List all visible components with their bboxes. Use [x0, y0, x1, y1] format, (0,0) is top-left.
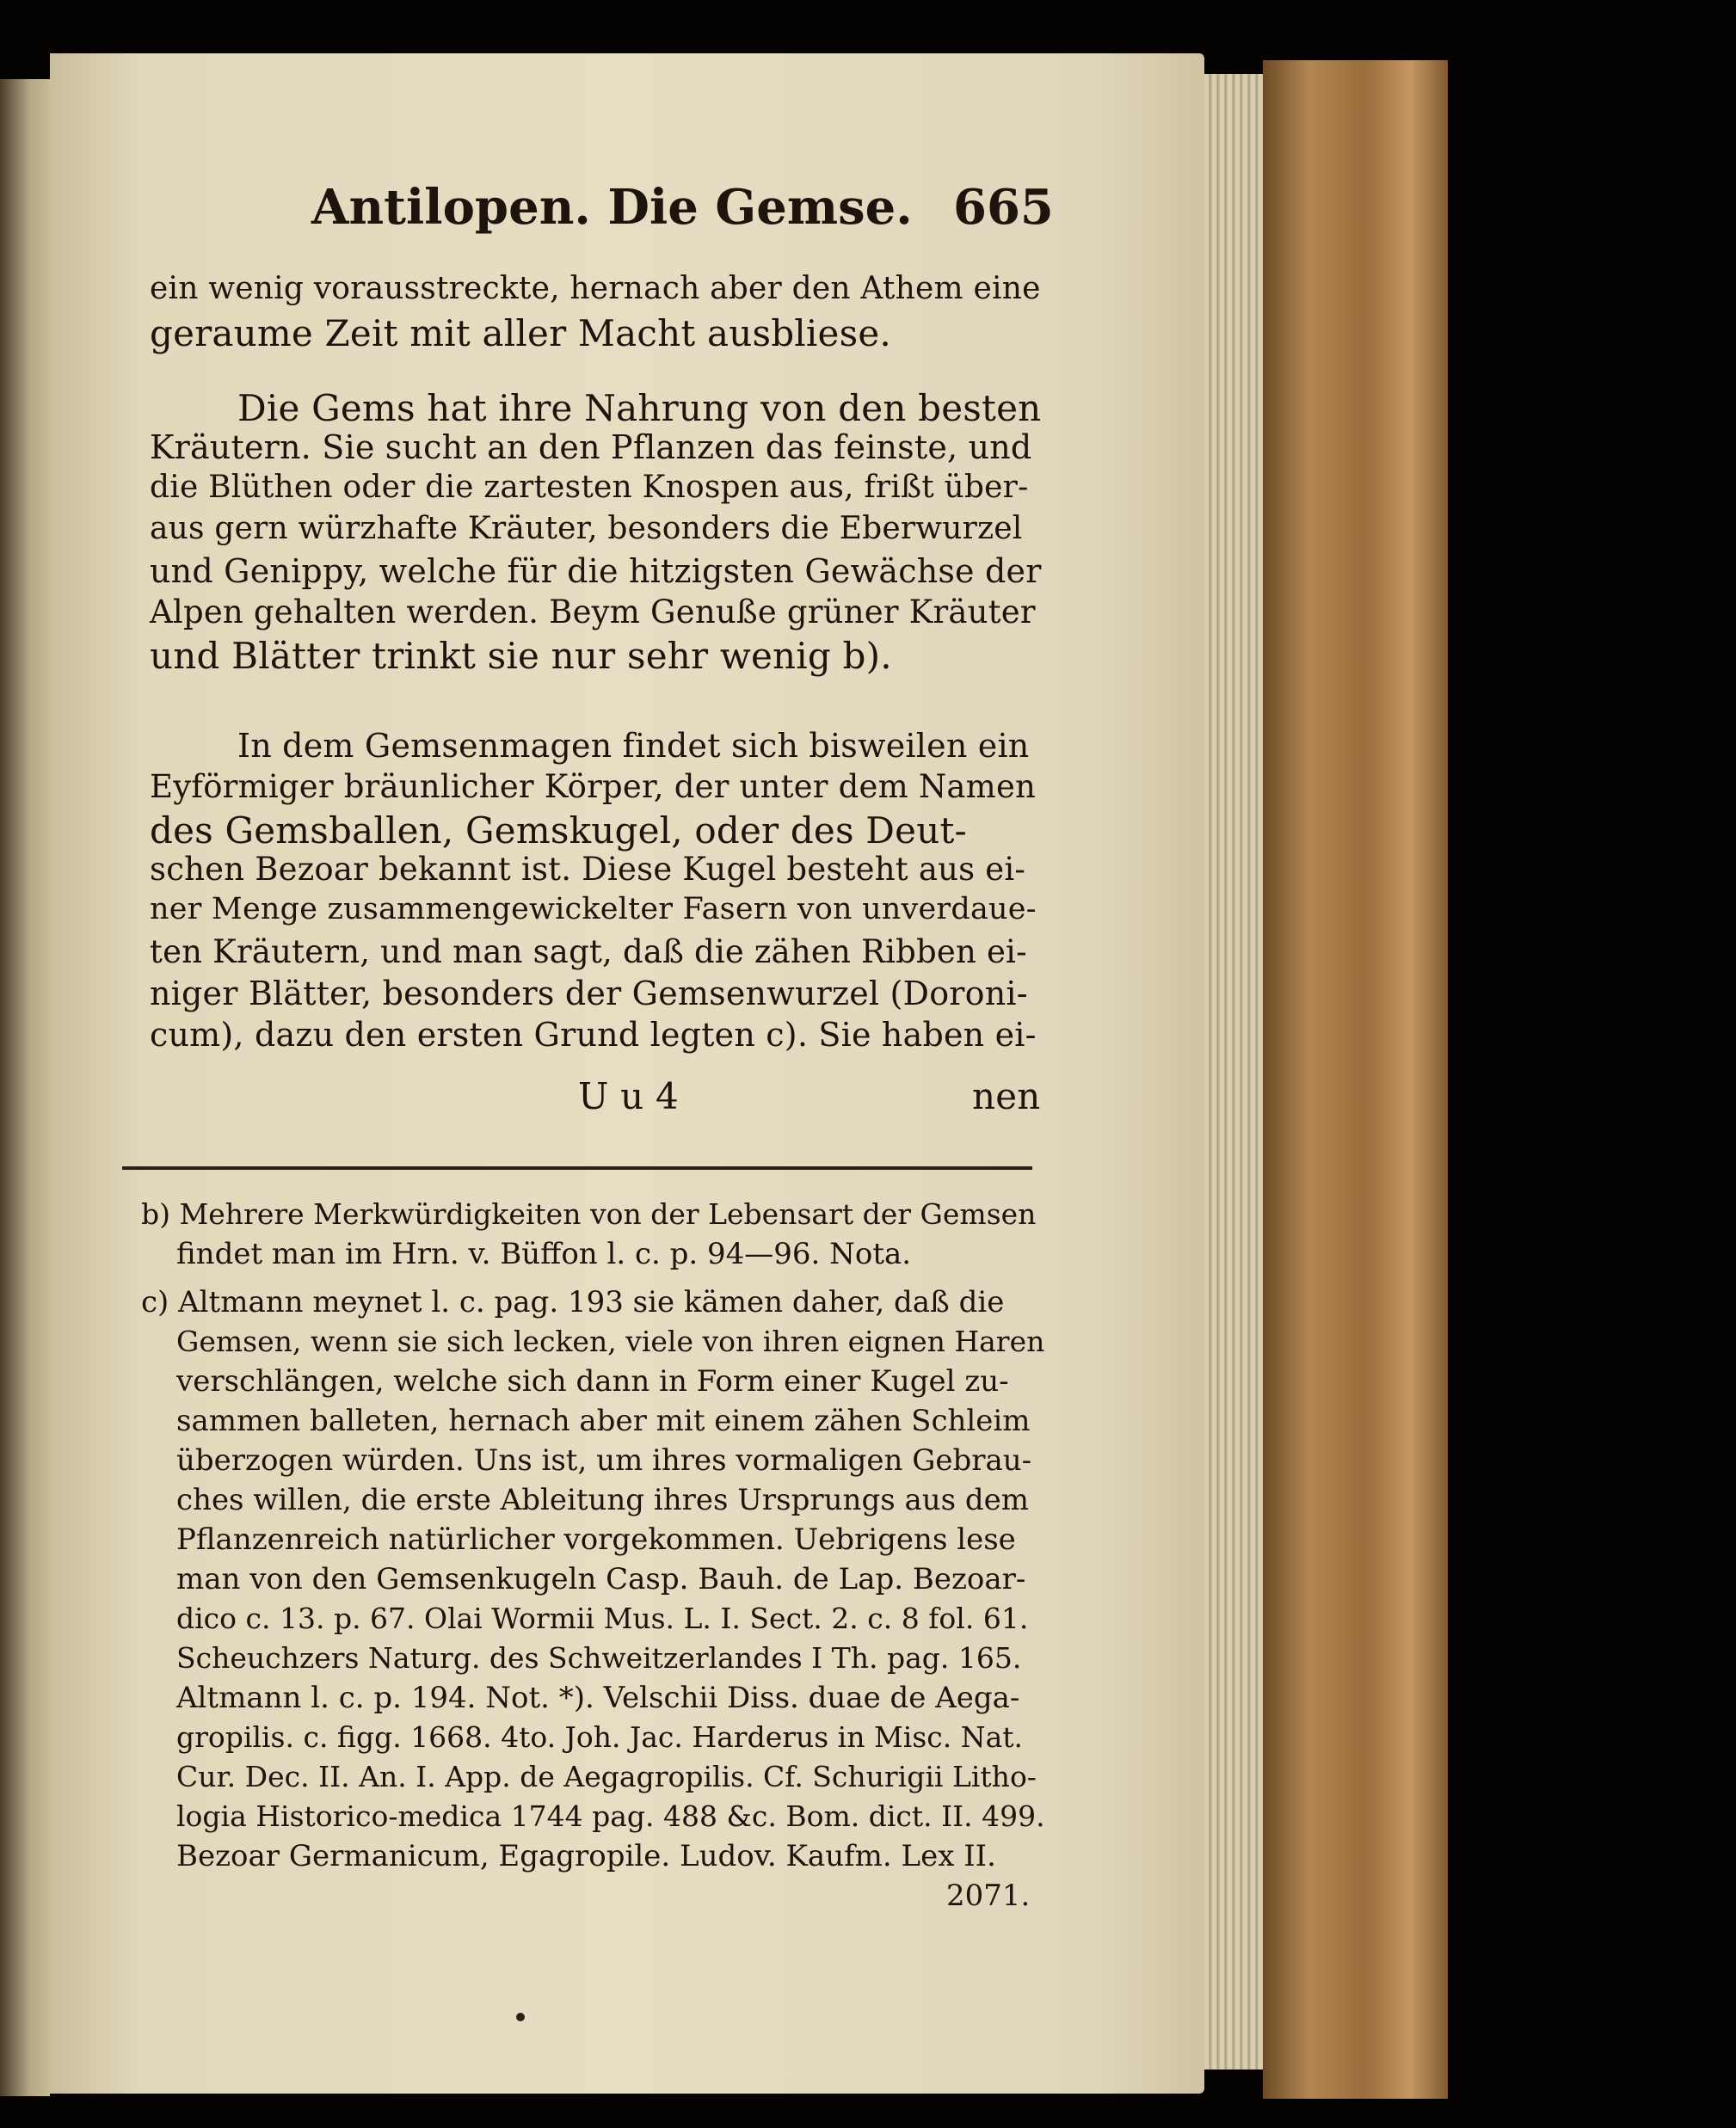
body-line: ten Kräutern, und man sagt, daß die zähen Ribben ei- [150, 933, 1027, 970]
book-cover [1263, 60, 1448, 2099]
footnote-line: Bezoar Germanicum, Egagropile. Ludov. Kaufm. Lex II. [176, 1839, 996, 1873]
body-line: niger Blätter, besonders der Gemsenwurzel (Doroni- [150, 975, 1028, 1012]
footnote-line: man von den Gemsenkugeln Casp. Bauh. de Lap. Bezoar- [176, 1562, 1026, 1596]
body-line: schen Bezoar bekannt ist. Diese Kugel besteht aus ei- [150, 851, 1026, 888]
facing-page-edge [0, 79, 50, 2096]
footnote-line: ches willen, die erste Ableitung ihres Ursprungs aus dem [176, 1483, 1030, 1517]
body-line: Alpen gehalten werden. Beym Genuße grüner Kräuter [150, 594, 1036, 630]
body-line: aus gern würzhafte Kräuter, besonders die Eberwurzel [150, 511, 1023, 546]
body-line: ner Menge zusammengewickelter Fasern von unverdaue- [150, 892, 1037, 926]
body-line: und Blätter trinkt sie nur sehr wenig b). [150, 635, 892, 677]
body-line: Die Gems hat ihre Nahrung von den besten [237, 387, 1042, 429]
footnote-line: gropilis. c. figg. 1668. 4to. Joh. Jac. Harderus in Misc. Nat. [176, 1720, 1024, 1754]
body-line: und Genippy, welche für die hitzigsten Gewächse der [150, 552, 1042, 590]
body-line: des Gemsballen, Gemskugel, oder des Deut- [150, 809, 967, 852]
signature-mark: U u 4 [578, 1075, 679, 1117]
footnote-line: findet man im Hrn. v. Büffon l. c. p. 94—96. Nota. [176, 1237, 912, 1271]
paper-speck [516, 2013, 525, 2021]
footnote-line: Pflanzenreich natürlicher vorgekommen. Uebrigens lese [176, 1522, 1016, 1557]
catchword: nen [972, 1075, 1041, 1117]
running-title: Antilopen. Die Gemse. [311, 179, 913, 236]
page-edges [1204, 74, 1263, 2070]
body-line: die Blüthen oder die zartesten Knospen aus, frißt über- [150, 470, 1029, 505]
footnote-line: dico c. 13. p. 67. Olai Wormii Mus. L. I. Sect. 2. c. 8 fol. 61. [176, 1602, 1029, 1635]
page-number: 665 [953, 179, 1054, 236]
footnote-line: Scheuchzers Naturg. des Schweitzerlandes I Th. pag. 165. [176, 1641, 1022, 1675]
footnote-line: sammen balleten, hernach aber mit einem zähen Schleim [176, 1404, 1031, 1438]
footnote-line: verschlängen, welche sich dann in Form einer Kugel zu- [176, 1364, 1009, 1399]
footnote-line: Cur. Dec. II. An. I. App. de Aegagropilis. Cf. Schurigii Litho- [176, 1760, 1037, 1793]
footnote-line: c) Altmann meynet l. c. pag. 193 sie kämen daher, daß die [141, 1285, 1005, 1319]
body-line: Kräutern. Sie sucht an den Pflanzen das feinste, und [150, 428, 1032, 466]
footnote-line: überzogen würden. Uns ist, um ihres vormaligen Gebrau- [176, 1443, 1032, 1478]
body-line: cum), dazu den ersten Grund legten c). Sie haben ei- [150, 1016, 1037, 1054]
footnote-line: logia Historico-medica 1744 pag. 488 &c. Bom. dict. II. 499. [176, 1799, 1045, 1833]
footnote-line: Gemsen, wenn sie sich lecken, viele von ihren eignen Haren [176, 1325, 1045, 1358]
footnote-line: b) Mehrere Merkwürdigkeiten von der Lebensart der Gemsen [141, 1197, 1037, 1231]
body-line: In dem Gemsenmagen findet sich bisweilen ein [237, 727, 1030, 765]
footnote-line: Altmann l. c. p. 194. Not. *). Velschii Diss. duae de Aega- [176, 1681, 1020, 1715]
body-line: ein wenig vorausstreckte, hernach aber den Athem eine [150, 271, 1041, 306]
body-line: Eyförmiger bräunlicher Körper, der unter dem Namen [150, 768, 1037, 805]
body-line: geraume Zeit mit aller Macht ausbliese. [150, 312, 891, 354]
footnote-line: 2071. [946, 1879, 1031, 1913]
footnote-rule [122, 1166, 1032, 1170]
